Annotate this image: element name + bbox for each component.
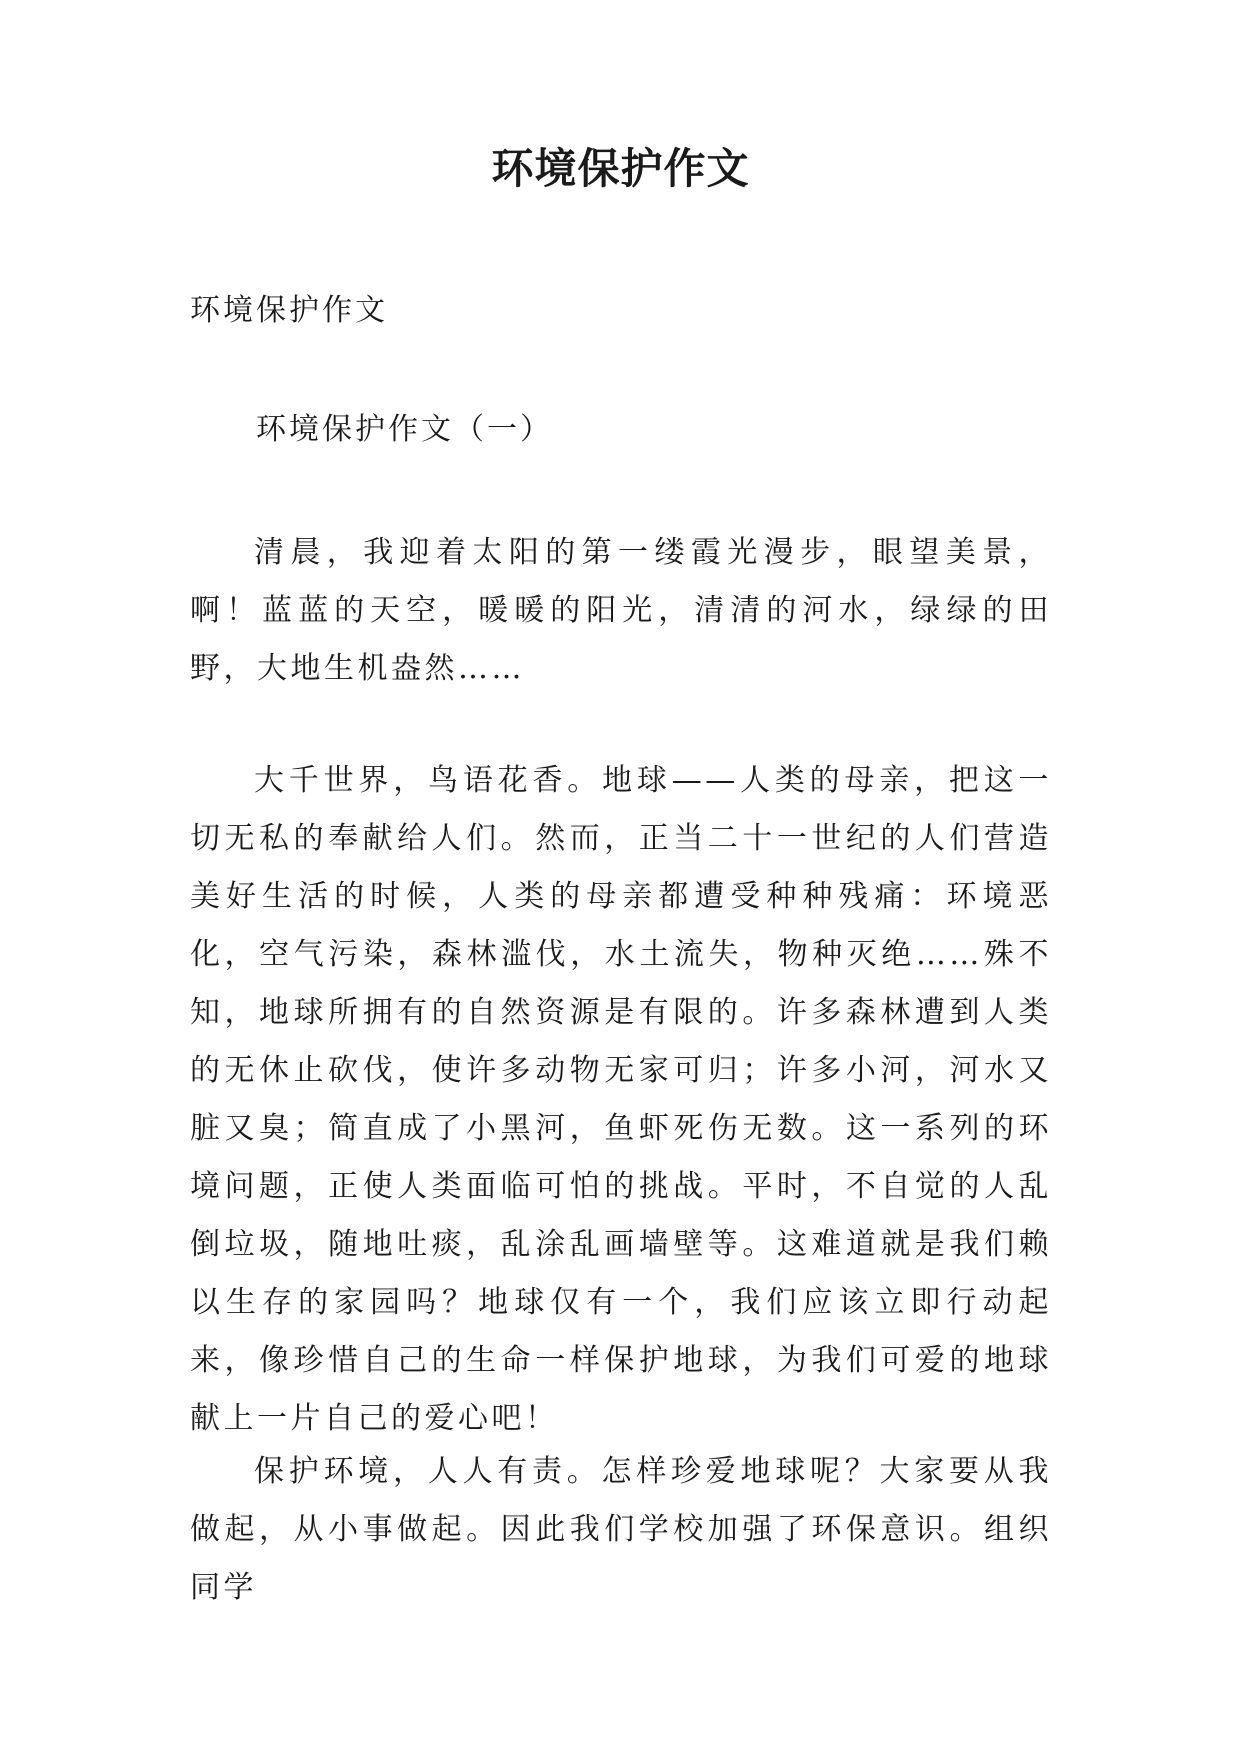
section-heading: 环境保护作文（一） [256, 412, 553, 447]
document-title: 环境保护作文 [491, 144, 750, 193]
paragraph-1: 清晨，我迎着太阳的第一缕霞光漫步，眼望美景，啊！蓝蓝的天空，暖暖的阳光，清清的河水，绿绿的田野，大地生机盎然…… [190, 535, 1052, 686]
paragraph-3: 保护环境，人人有责。怎样珍爱地球呢？大家要从我做起，从小事做起。因此我们学校加强了环保意识。组织同学 [190, 1454, 1052, 1605]
paragraph-2: 大千世界，鸟语花香。地球——人类的母亲，把这一切无私的奉献给人们。然而，正当二十一世纪的人们营造美好生活的时候，人类的母亲都遭受种种残痛：环境恶化，空气污染，森林滥伐，水土流失，物种灭绝……殊不知，地球所拥有的自然资源是有限的。许多森林遭到人类的无休止砍伐，使许多动物无家可归；许多小河，河水又脏又臭；简直成了小黑河，鱼虾死伤无数。这一系列的环境问题，正使人类面临可怕的挑战。平时，不自觉的人乱倒垃圾，随地吐痰，乱涂乱画墙壁等。这难道就是我们赖以生存的家园吗？地球仅有一个，我们应该立即行动起来，像珍惜自己的生命一样保护地球，为我们可爱的地球献上一片自己的爱心吧！ [190, 763, 1052, 1436]
document-subtitle: 环境保护作文 [190, 293, 388, 328]
